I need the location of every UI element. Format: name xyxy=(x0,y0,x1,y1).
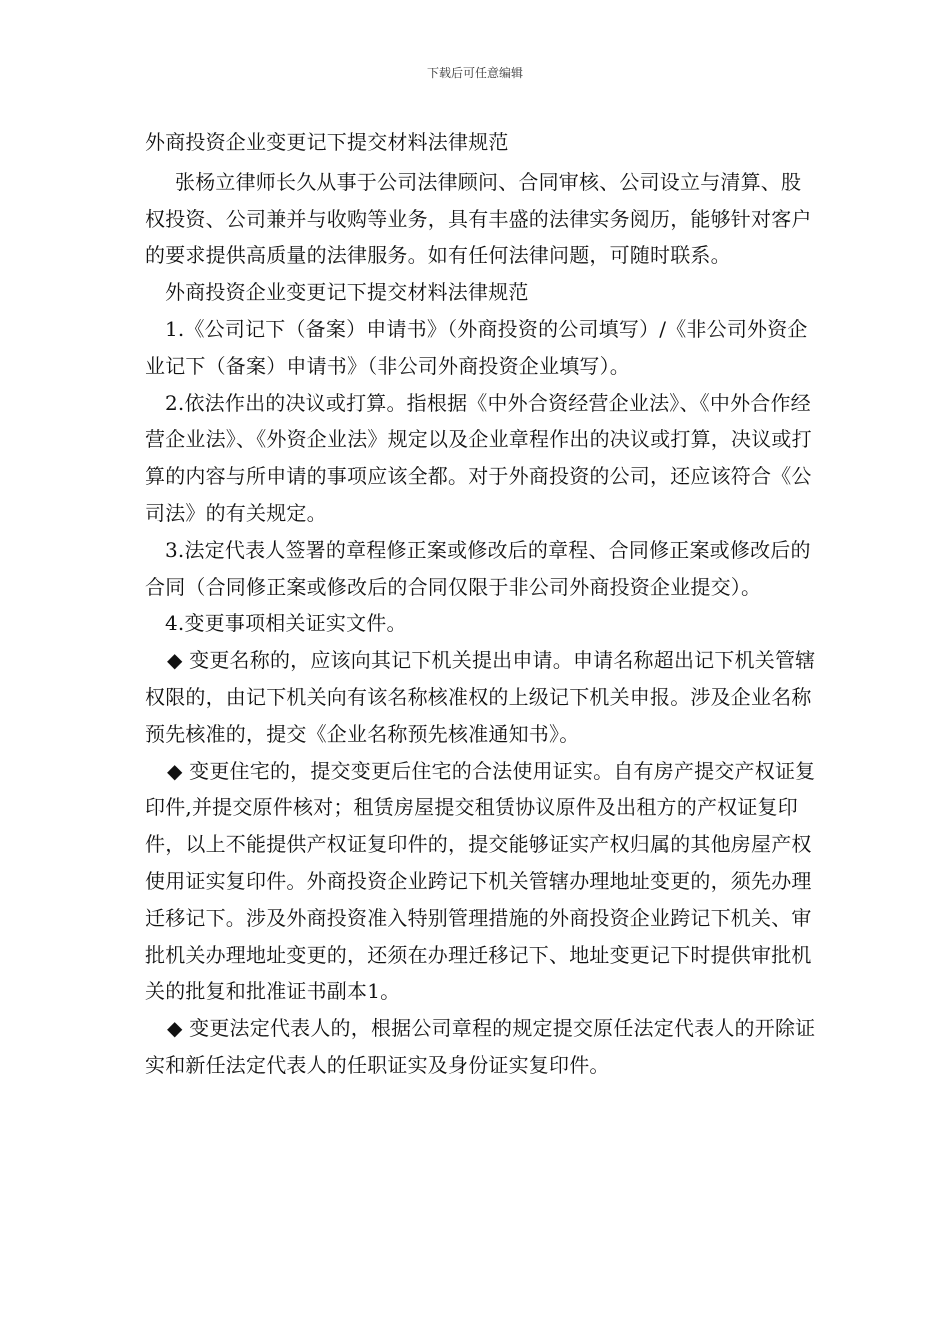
bullet-item-representative-change: ◆ 变更法定代表人的，根据公司章程的规定提交原任法定代表人的开除证实和新任法定代表人的任职证实及身份证实复印件。 xyxy=(145,1016,816,1077)
page-header: 下载后可任意编辑 xyxy=(426,66,523,80)
intro-paragraph: 张杨立律师长久从事于公司法律顾问、合同审核、公司设立与清算、股权投资、公司兼并与收购等业务，具有丰盛的法律实务阅历，能够针对客户的要求提供高质量的法律服务。如有任何法律问题，可随时联系。 xyxy=(145,169,812,268)
bullet-item-name-change: ◆ 变更名称的，应该向其记下机关提出申请。申请名称超出记下机关管辖权限的，由记下机关向有该名称核准权的上级记下机关申报。涉及企业名称预先核准的，提交《企业名称预先核准通知书》。 xyxy=(145,648,816,746)
bullet-item-address-change: ◆ 变更住宅的，提交变更后住宅的合法使用证实。自有房产提交产权证复印件,并提交原件核对；租赁房屋提交租赁协议原件及出租方的产权证复印件，以上不能提供产权证复印件的，提交能够证实产权归属的其他房屋产权使用证实复印件。外商投资企业跨记下机关管辖办理地址变更的，须先办理迁移记下。涉及外商投资准入特别管理措施的外商投资企业跨记下机关、审批机关办理地址变更的，还须在办理迁移记下、地址变更记下时提供审批机关的批复和批准证书副本1。 xyxy=(145,758,816,1004)
list-item-1: 1.《公司记下（备案）申请书》（外商投资的公司填写）/《非公司外资企业记下（备案）申请书》（非公司外商投资企业填写）。 xyxy=(145,316,808,378)
document-body xyxy=(145,124,817,1084)
list-item-3: 3.法定代表人签署的章程修正案或修改后的章程、合同修正案或修改后的合同（合同修正案或修改后的合同仅限于非公司外商投资企业提交）。 xyxy=(145,537,811,599)
document-title: 外商投资企业变更记下提交材料法律规范 xyxy=(145,130,509,154)
section-heading: 外商投资企业变更记下提交材料法律规范 xyxy=(165,280,529,305)
list-item-2: 2.依法作出的决议或打算。指根据《中外合资经营企业法》、《中外合作经营企业法》、《外资企业法》规定以及企业章程作出的决议或打算，决议或打算的内容与所申请的事项应该全都。对于外商投资的公司，还应该符合《公司法》的有关规定。 xyxy=(145,390,812,525)
list-item-4: 4.变更事项相关证实文件。 xyxy=(165,611,407,636)
